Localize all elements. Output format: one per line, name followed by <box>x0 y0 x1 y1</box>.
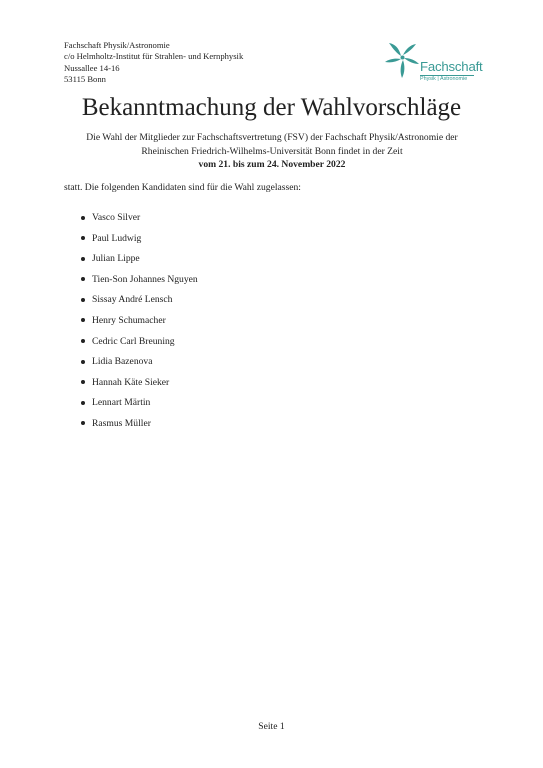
fachschaft-logo <box>383 36 483 84</box>
page-number: Seite 1 <box>258 721 285 732</box>
logo-wordmark: Fachschaft <box>420 59 483 74</box>
address-line: Nussallee 14-16 <box>64 62 120 73</box>
bullet-icon <box>81 236 85 240</box>
candidate-name: Julian Lippe <box>92 253 140 265</box>
candidate-name: Cedric Carl Breuning <box>92 335 175 347</box>
bullet-icon <box>81 257 85 261</box>
list-item <box>64 417 198 438</box>
candidate-name: Vasco Silver <box>92 212 141 223</box>
list-item <box>64 335 198 356</box>
candidates-intro-text: statt. Die folgenden Kandidaten sind für die Wahl zugelassen: <box>64 182 301 193</box>
bullet-icon <box>81 216 85 220</box>
candidate-name: Paul Ludwig <box>92 232 142 244</box>
candidate-name: Rasmus Müller <box>92 417 151 429</box>
list-item <box>64 314 198 335</box>
bullet-icon <box>81 318 85 322</box>
candidate-name: Sissay André Lensch <box>92 294 173 306</box>
list-item <box>64 376 198 397</box>
bullet-icon <box>81 360 85 364</box>
bullet-icon <box>81 421 85 425</box>
candidate-name: Tien-Son Johannes Nguyen <box>92 273 198 285</box>
pinwheel-logo-icon <box>383 36 423 84</box>
list-item <box>64 293 198 314</box>
list-item <box>64 211 198 232</box>
bullet-icon <box>81 380 85 384</box>
election-dates: vom 21. bis zum 24. November 2022 <box>198 159 346 170</box>
candidate-name: Lidia Bazenova <box>92 356 153 368</box>
list-item <box>64 252 198 273</box>
bullet-icon <box>81 277 85 281</box>
address-line: Fachschaft Physik/Astronomie <box>64 40 170 50</box>
list-item <box>64 273 198 294</box>
list-item <box>64 396 198 417</box>
address-line: c/o Helmholtz-Institut für Strahlen- und Kernphysik <box>64 51 244 62</box>
bullet-icon <box>81 401 85 405</box>
sender-address <box>64 40 243 86</box>
intro-line: Rheinischen Friedrich-Wilhelms-Universität Bonn findet in der Zeit <box>141 145 403 157</box>
candidate-name: Lennart Märtin <box>92 397 151 409</box>
list-item <box>64 355 198 376</box>
bullet-icon <box>81 298 85 302</box>
candidate-name: Henry Schumacher <box>92 314 166 326</box>
candidate-name: Hannah Käte Sieker <box>92 376 170 388</box>
intro-paragraph <box>64 131 480 172</box>
list-item <box>64 232 198 253</box>
candidate-list <box>64 211 198 438</box>
intro-line: Die Wahl der Mitglieder zur Fachschaftsvertretung (FSV) der Fachschaft Physik/Astronomie der <box>86 132 458 143</box>
bullet-icon <box>81 339 85 343</box>
address-line: 53115 Bonn <box>64 74 106 85</box>
page-title: Bekanntmachung der Wahlvorschläge <box>81 94 462 121</box>
logo-subtitle: Physik | Astronomie <box>420 76 468 82</box>
